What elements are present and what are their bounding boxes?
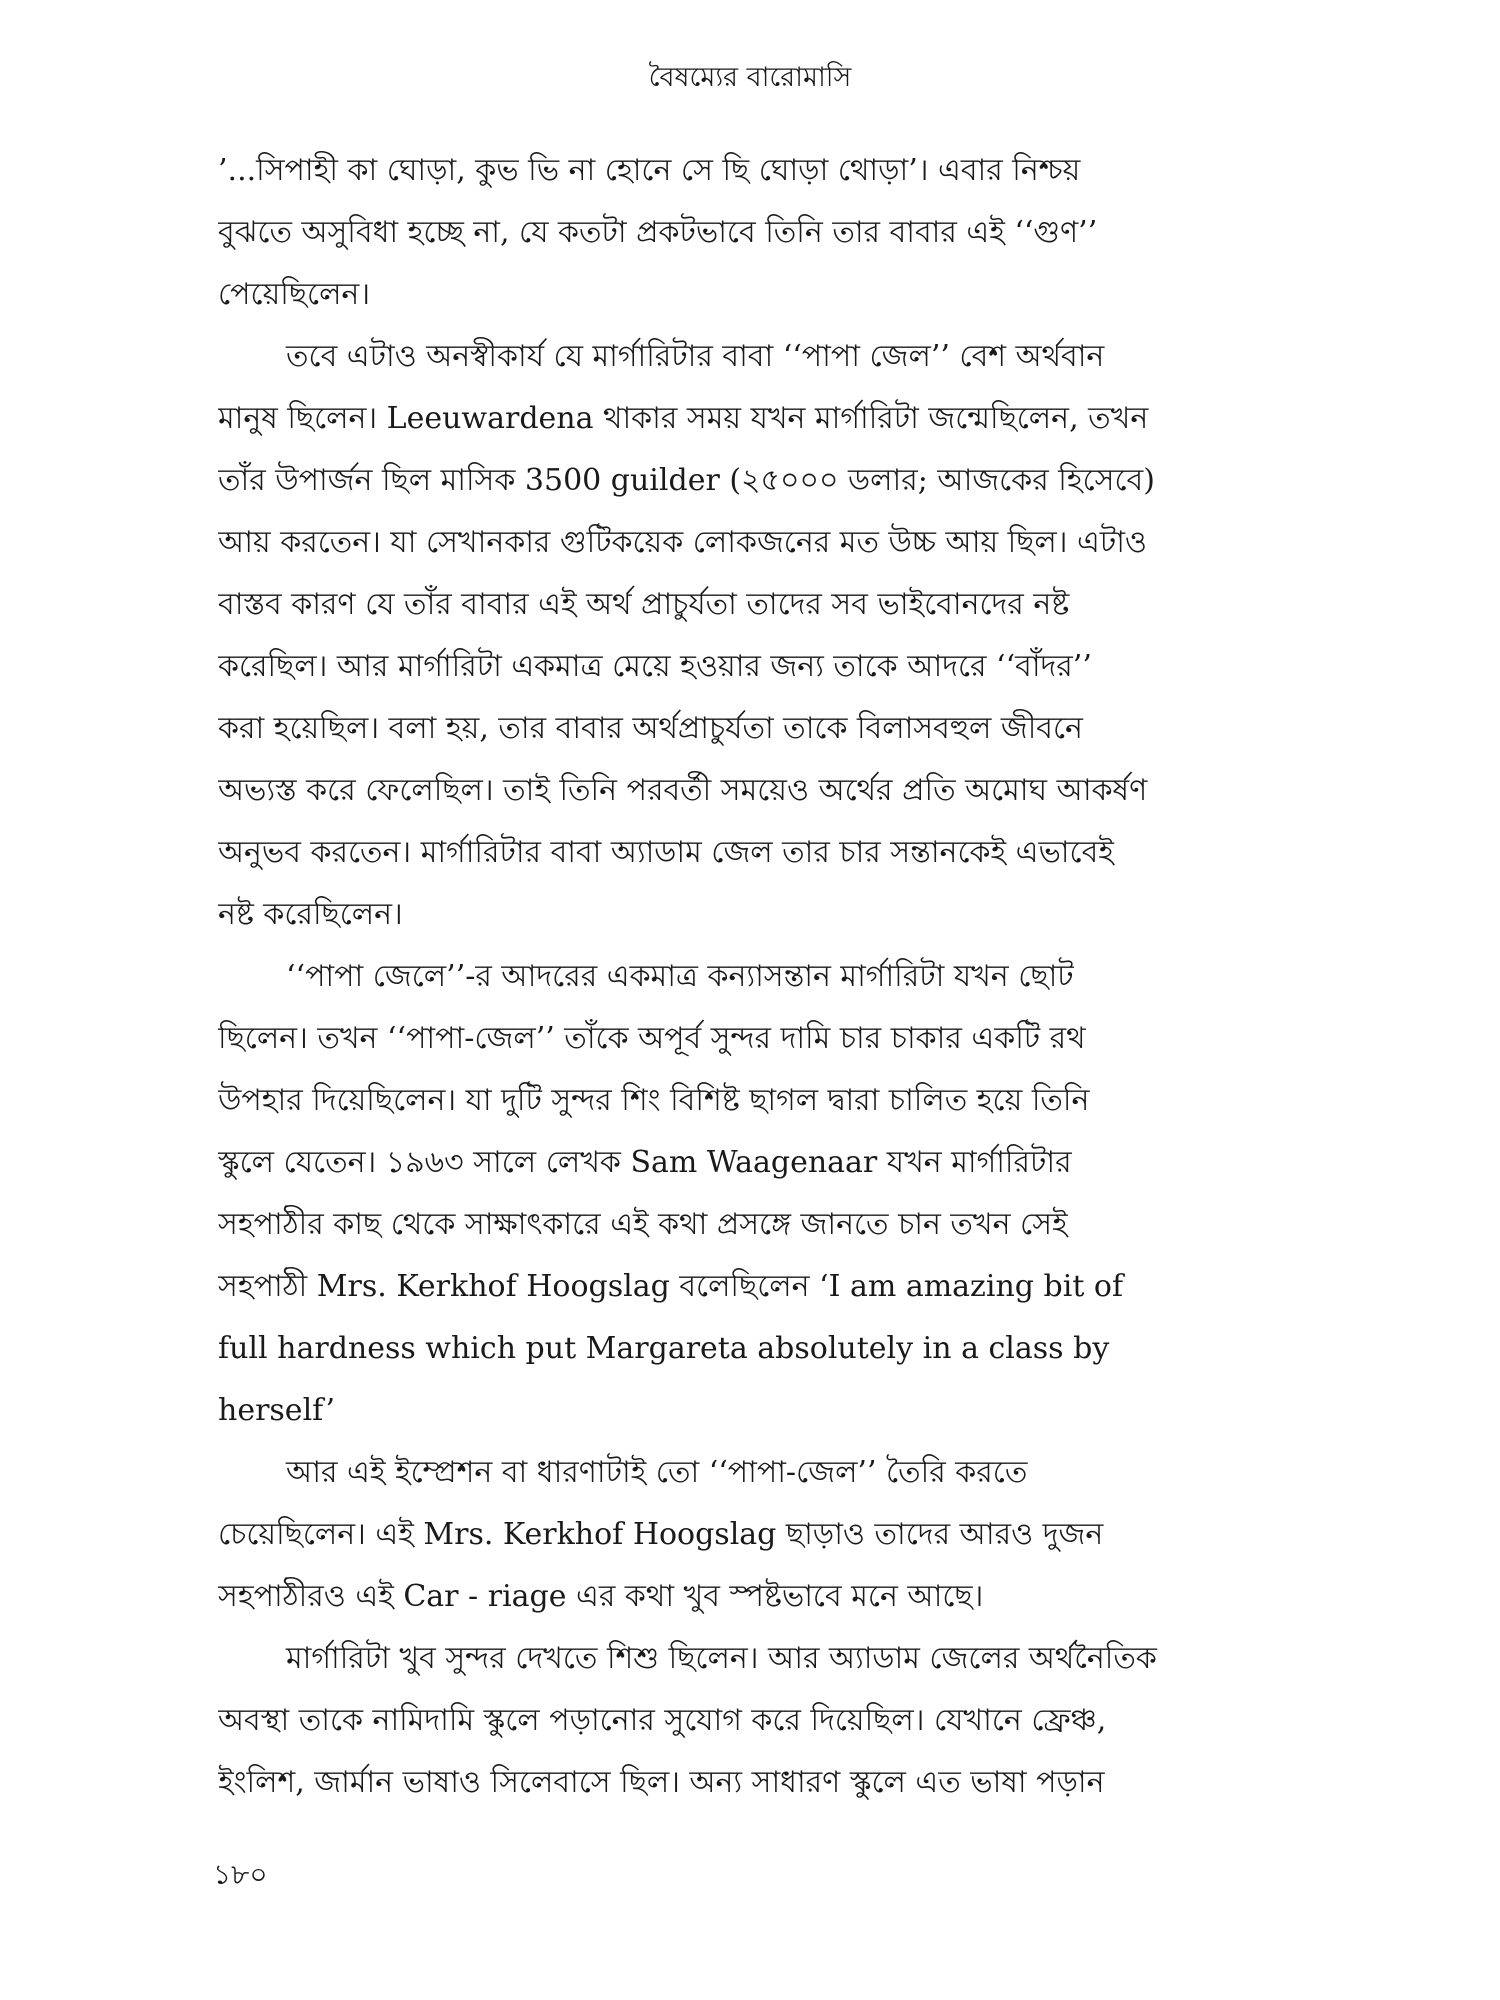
page-number: ১৮০ — [213, 1858, 268, 1891]
text-line: নষ্ট করেছিলেন। — [218, 897, 403, 932]
text-line: মানুষ ছিলেন। Leeuwardena থাকার সময় যখন মার্গারিটা জন্মেছিলেন, তখন — [218, 401, 1149, 436]
text-line: সহপাঠী Mrs. Kerkhof Hoogslag বলেছিলেন ‘I am amazing bit of — [218, 1269, 1124, 1304]
text-line: ছিলেন। তখন ‘‘পাপা-জেল’’ তাঁকে অপূর্ব সুন্দর দামি চার চাকার একটি রথ — [218, 1021, 1086, 1056]
text-line: করেছিল। আর মার্গারিটা একমাত্র মেয়ে হওয়ার জন্য তাকে আদরে ‘‘বাঁদর’’ — [218, 649, 1092, 684]
paragraph-4 — [218, 1442, 1273, 1628]
text-line: তবে এটাও অনস্বীকার্য যে মার্গারিটার বাবা ‘‘পাপা জেল’’ বেশ অর্থবান — [286, 339, 1105, 374]
running-header: বৈষম্যের বারোমাসি — [648, 62, 852, 93]
text-line: herself’ — [218, 1393, 336, 1428]
text-line: সহপাঠীরও এই Car - riage এর কথা খুব স্পষ্টভাবে মনে আছে। — [218, 1579, 984, 1614]
text-line: স্কুলে যেতেন। ১৯৬৩ সালে লেখক Sam Waagenaar যখন মার্গারিটার — [218, 1145, 1072, 1180]
text-line: অনুভব করতেন। মার্গারিটার বাবা অ্যাডাম জেল তার চার সন্তানকেই এভাবেই — [218, 835, 1114, 870]
text-line: আর এই ইম্প্রেশন বা ধারণাটাই তো ‘‘পাপা-জেল’’ তৈরি করতে — [286, 1455, 1028, 1490]
text-line: মার্গারিটা খুব সুন্দর দেখতে শিশু ছিলেন। আর অ্যাডাম জেলের অর্থনৈতিক — [286, 1641, 1157, 1676]
paragraph-5 — [218, 1628, 1273, 1814]
text-line: বুঝতে অসুবিধা হচ্ছে না, যে কতটা প্রকটভাবে তিনি তার বাবার এই ‘‘গুণ’’ — [218, 215, 1098, 250]
text-line: অবস্থা তাকে নামিদামি স্কুলে পড়ানোর সুযোগ করে দিয়েছিল। যেখানে ফ্রেঞ্চ, — [218, 1703, 1107, 1738]
text-line: ইংলিশ, জার্মান ভাষাও সিলেবাসে ছিল। অন্য সাধারণ স্কুলে এত ভাষা পড়ান — [218, 1765, 1105, 1800]
text-line: ‘‘পাপা জেলে’’-র আদরের একমাত্র কন্যাসন্তান মার্গারিটা যখন ছোট — [286, 959, 1074, 994]
paragraph-1 — [218, 140, 1273, 326]
text-line: তাঁর উপার্জন ছিল মাসিক 3500 guilder (২৫০০০ ডলার; আজকের হিসেবে) — [218, 463, 1155, 498]
text-line: চেয়েছিলেন। এই Mrs. Kerkhof Hoogslag ছাড়াও তাদের আরও দুজন — [218, 1517, 1104, 1552]
text-line: বাস্তব কারণ যে তাঁর বাবার এই অর্থ প্রাচুর্যতা তাদের সব ভাইবোনদের নষ্ট — [218, 587, 1070, 622]
text-line: করা হয়েছিল। বলা হয়, তার বাবার অর্থপ্রাচুর্যতা তাকে বিলাসবহুল জীবনে — [218, 711, 1083, 746]
text-line: full hardness which put Margareta absolutely in a class by — [218, 1331, 1110, 1366]
text-line: আয় করতেন। যা সেখানকার গুটিকয়েক লোকজনের মত উচ্চ আয় ছিল। এটাও — [218, 525, 1148, 560]
body-text — [218, 140, 1273, 1814]
paragraph-2 — [218, 326, 1273, 946]
text-line: ’...সিপাহী কা ঘোড়া, কুভ ভি না হোনে সে ছি ঘোড়া থোড়া’। এবার নিশ্চয় — [218, 153, 1081, 188]
text-line: উপহার দিয়েছিলেন। যা দুটি সুন্দর শিং বিশিষ্ট ছাগল দ্বারা চালিত হয়ে তিনি — [218, 1083, 1090, 1118]
text-line: পেয়েছিলেন। — [218, 277, 371, 312]
text-line: অভ্যস্ত করে ফেলেছিল। তাই তিনি পরবর্তী সময়েও অর্থের প্রতি অমোঘ আকর্ষণ — [218, 773, 1148, 808]
paragraph-3 — [218, 946, 1273, 1442]
text-line: সহপাঠীর কাছ থেকে সাক্ষাৎকারে এই কথা প্রসঙ্গে জানতে চান তখন সেই — [218, 1207, 1068, 1242]
